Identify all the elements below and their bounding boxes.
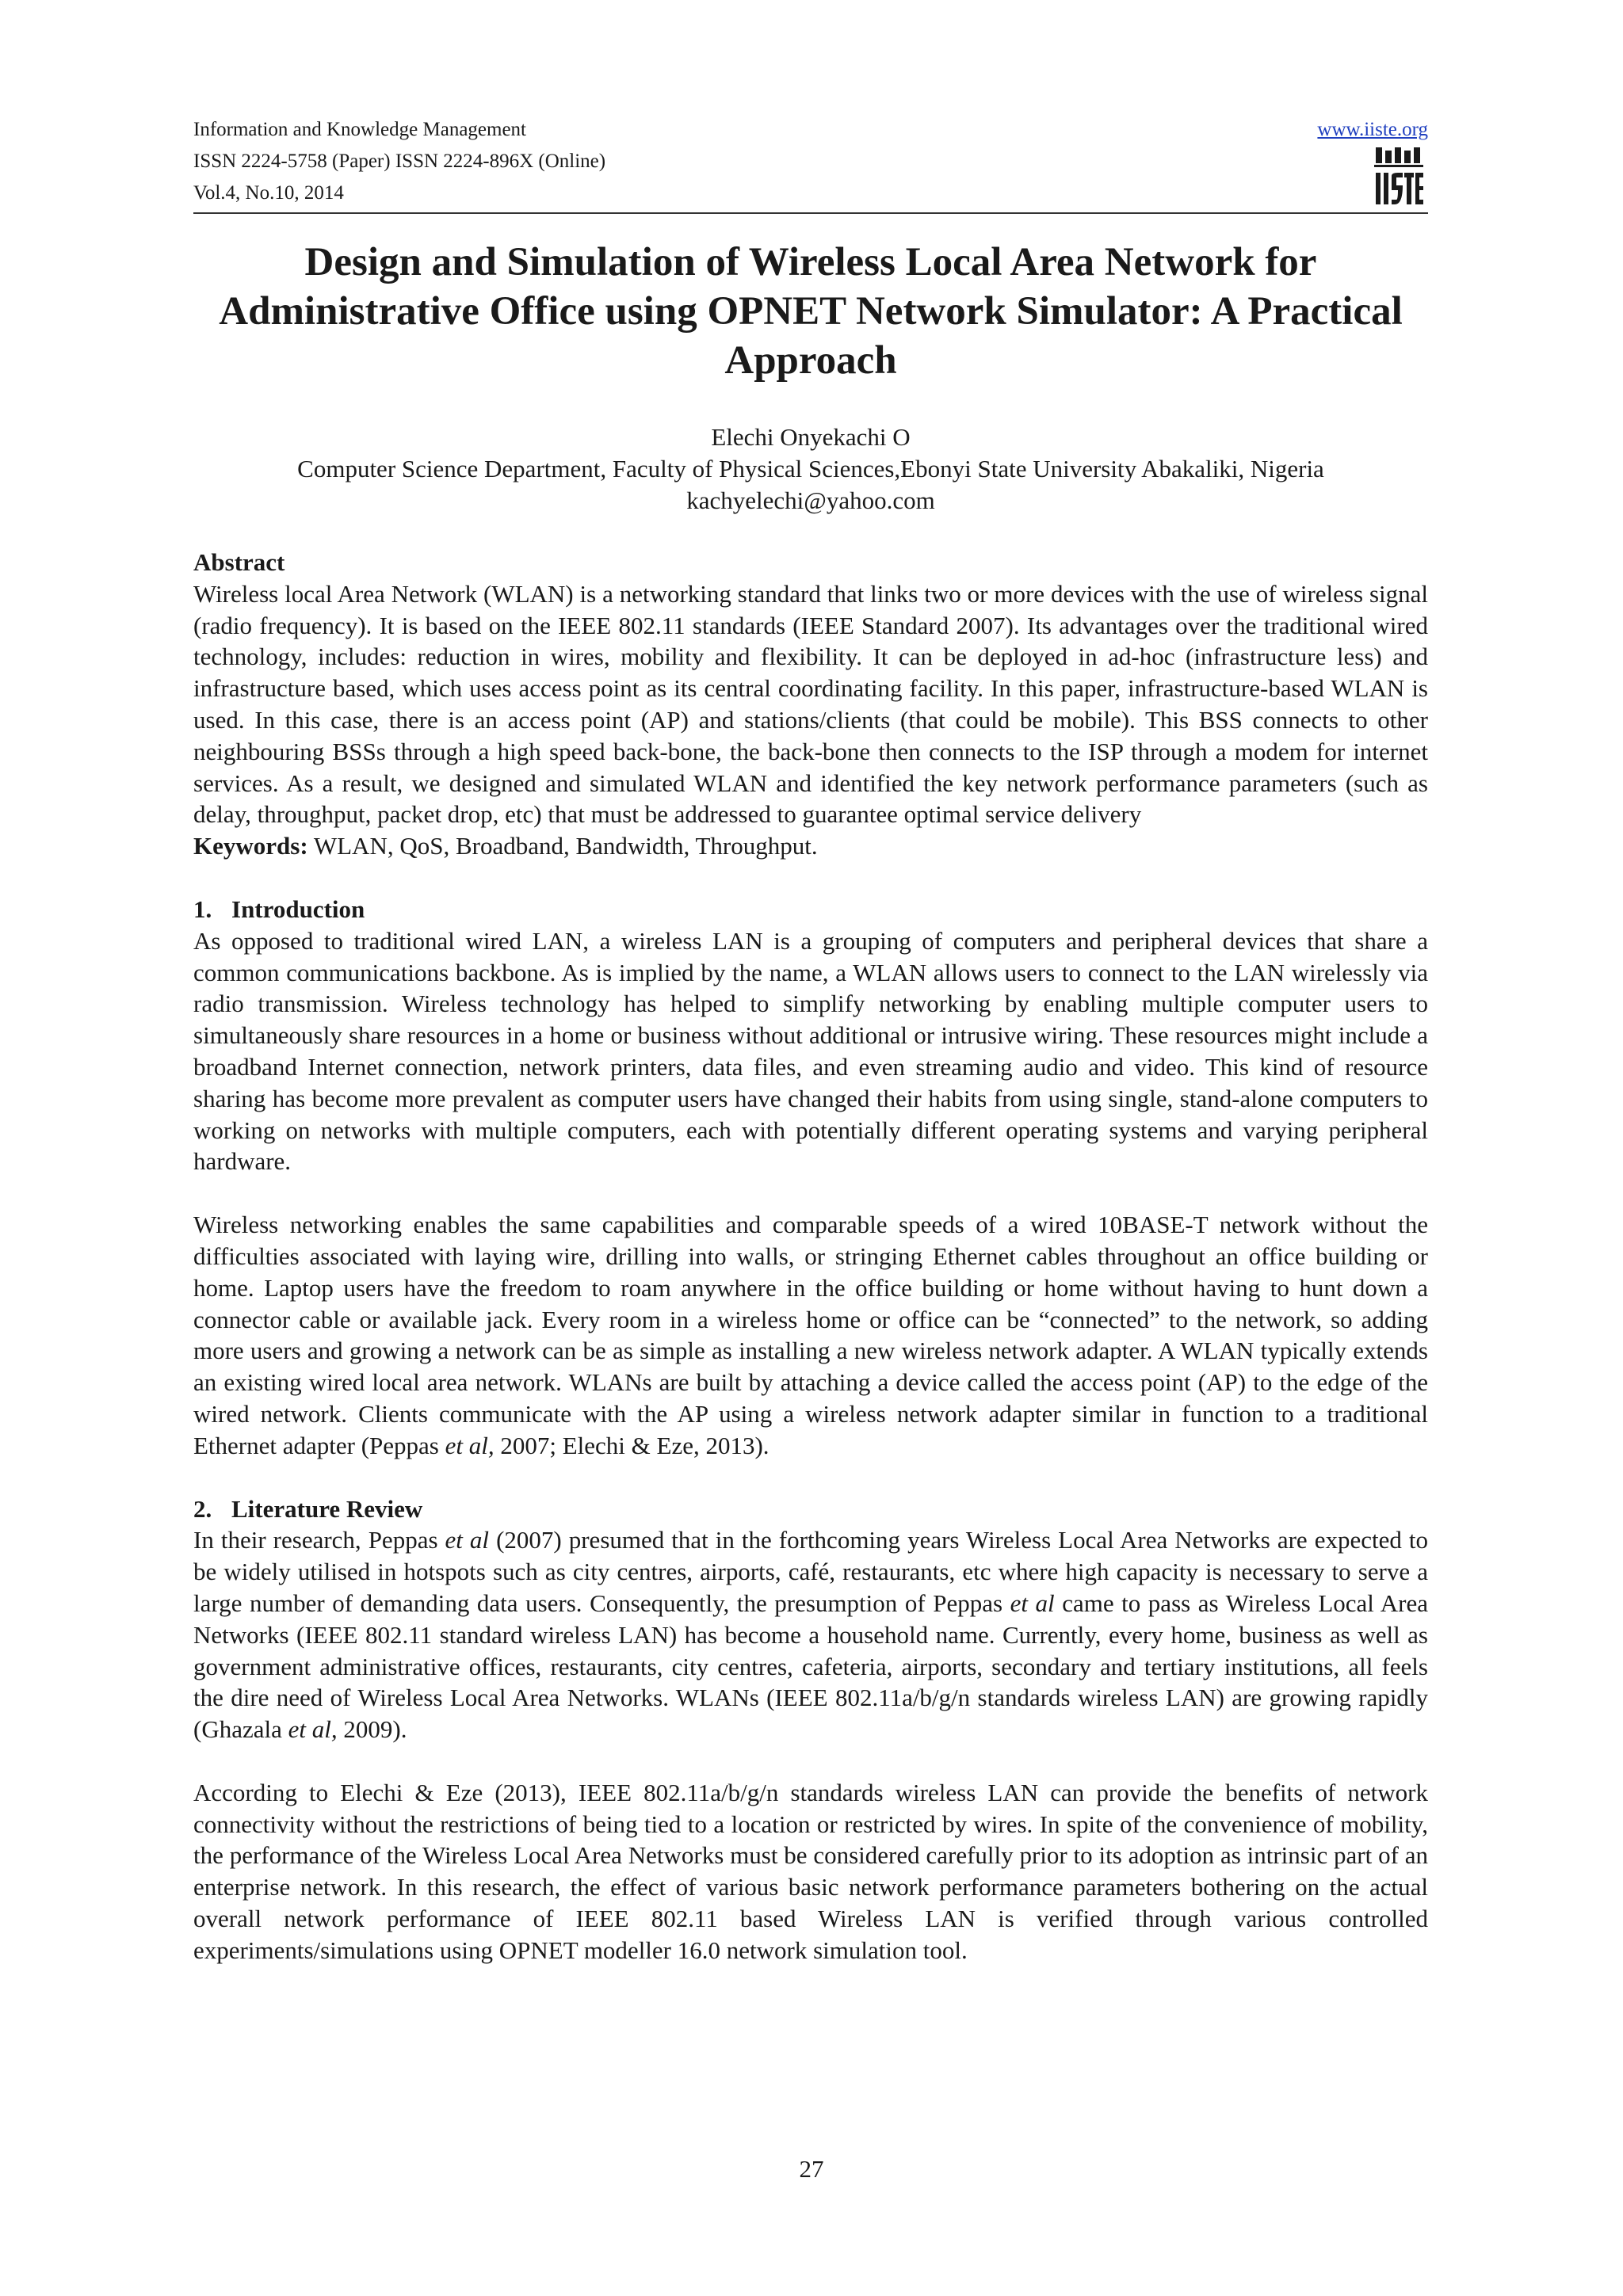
iiste-logo-icon	[1373, 146, 1426, 208]
lit-paragraph-1	[193, 1524, 1428, 1745]
section-number: 2.	[193, 1494, 212, 1523]
text-run: 2007; Elechi & Eze, 2013).	[494, 1431, 769, 1459]
citation-etal: et al	[1010, 1589, 1055, 1617]
paper-title: Design and Simulation of Wireless Local Area Network for Administrative Office using OPNET Network Simulator: A Practical Approach	[219, 240, 1403, 383]
section-title: Literature Review	[231, 1494, 423, 1523]
section-title: Introduction	[231, 894, 365, 923]
keywords-list: WLAN, QoS, Broadband, Bandwidth, Throughput.	[313, 832, 818, 860]
citation-etal: et al,	[288, 1715, 338, 1744]
section-number: 1.	[193, 894, 212, 923]
header-divider	[193, 212, 1428, 214]
keywords-line	[193, 830, 1428, 862]
text-run: (2007) presumed that in the forthcoming years Wireless Local Area Networks are expected to be widely utilised in hotspots such as city centres, airports, café, restaurants, etc where high capacity is necessary to serve a large number of demanding data users. Consequently, the presumption of Peppas	[193, 1526, 1428, 1617]
page-number: 27	[799, 2155, 824, 2183]
citation-etal: et al,	[445, 1431, 495, 1459]
text-run: Wireless networking enables the same capabilities and comparable speeds of a wired 10BASE-T network without the difficulties associated with laying wire, drilling into walls, or stringing Ethernet cables throughout an office building or home. Laptop users have the freedom to roam anywhere in the office building or home without having to hunt down a connector cable or available jack. Every room in a wireless home or office can be “connected” to the network, so adding more users and growing a network can be as simple as installing a new wireless network adapter. A WLAN typically extends an existing wired local area network. WLANs are built by attaching a device called the access point (AP) to the edge of the wired network. Clients communicate with the AP using a wireless network adapter similar in function to a traditional Ethernet adapter (Peppas	[193, 1211, 1428, 1459]
header-right	[1317, 114, 1428, 146]
citation-etal: et al	[445, 1526, 490, 1554]
abstract-heading: Abstract	[193, 548, 285, 576]
lit-paragraph-2: According to Elechi & Eze (2013), IEEE 802.11a/b/g/n standards wireless LAN can provide the benefits of network connectivity without the restrictions of being tied to a location or restricted by wires. In spite of the convenience of mobility, the performance of the Wireless Local Area Networks must be considered carefully prior to its adoption as intrinsic part of an enterprise network. In this research, the effect of various basic network performance parameters bothering on the actual overall network performance of IEEE 802.11 based Wireless LAN is verified through various controlled experiments/simulations using OPNET modeller 16.0 network simulation tool.	[193, 1778, 1428, 1964]
text-run: In their research, Peppas	[193, 1526, 445, 1554]
abstract-text: Wireless local Area Network (WLAN) is a networking standard that links two or more devices with the use of wireless signal (radio frequency). It is based on the IEEE 802.11 standards (IEEE Standard 2007). Its advantages over the traditional wired technology, includes: reduction in wires, mobility and flexibility. It can be deployed in ad-hoc (infrastructure less) and infrastructure based, which uses access point as its central coordinating facility. In this paper, infrastructure-based WLAN is used. In this case, there is an access point (AP) and stations/clients (that could be mobile). This BSS connects to other neighbouring BSSs through a high speed back-bone, the back-bone then connects to the ISP through a modem for internet services. As a result, we designed and simulated WLAN and identified the key network performance parameters (such as delay, throughput, packet drop, etc) that must be addressed to guarantee optimal service delivery	[193, 579, 1428, 829]
author-block	[193, 421, 1428, 517]
author-email[interactable]: kachyelechi@yahoo.com	[686, 486, 935, 514]
keywords-label: Keywords:	[193, 832, 308, 860]
journal-name: Information and Knowledge Management	[193, 119, 527, 140]
running-header	[193, 114, 605, 209]
intro-paragraph-2	[193, 1209, 1428, 1461]
section-lit-heading	[193, 1493, 1428, 1525]
intro-paragraph-1: As opposed to traditional wired LAN, a wireless LAN is a grouping of computers and peripheral devices that share a common communications backbone. As is implied by the name, a WLAN allows users to connect to the LAN wirelessly via radio transmission. Wireless technology has helped to simplify networking by enabling multiple computer users to simultaneously share resources in a home or business without additional or intrusive wiring. These resources might include a broadband Internet connection, network printers, data files, and even streaming audio and video. This kind of resource sharing has become more prevalent as computer users have changed their habits from using single, stand-alone computers to working on networks with multiple computers, each with potentially different operating systems and varying peripheral hardware.	[193, 926, 1428, 1176]
text-run: 2009).	[337, 1715, 407, 1744]
author-affiliation: Computer Science Department, Faculty of Physical Sciences,Ebonyi State University Abakaliki, Nigeria	[297, 455, 1324, 482]
section-intro-heading	[193, 894, 1428, 925]
volume-line: Vol.4, No.10, 2014	[193, 182, 344, 204]
paper-body	[193, 547, 1428, 1966]
issn-line: ISSN 2224-5758 (Paper) ISSN 2224-896X (Online)	[193, 151, 606, 172]
author-name: Elechi Onyekachi O	[711, 423, 911, 451]
website-link[interactable]: www.iiste.org	[1317, 119, 1428, 140]
text-run: came to pass as Wireless Local Area Networks (IEEE 802.11 standard wireless LAN) has become a household name. Currently, every home, business as well as government administrative offices, restaurants, city centres, cafeteria, airports, secondary and tertiary institutions, all feels the dire need of Wireless Local Area Networks. WLANs (IEEE 802.11a/b/g/n standards wireless LAN) are growing rapidly (Ghazala	[193, 1589, 1428, 1744]
